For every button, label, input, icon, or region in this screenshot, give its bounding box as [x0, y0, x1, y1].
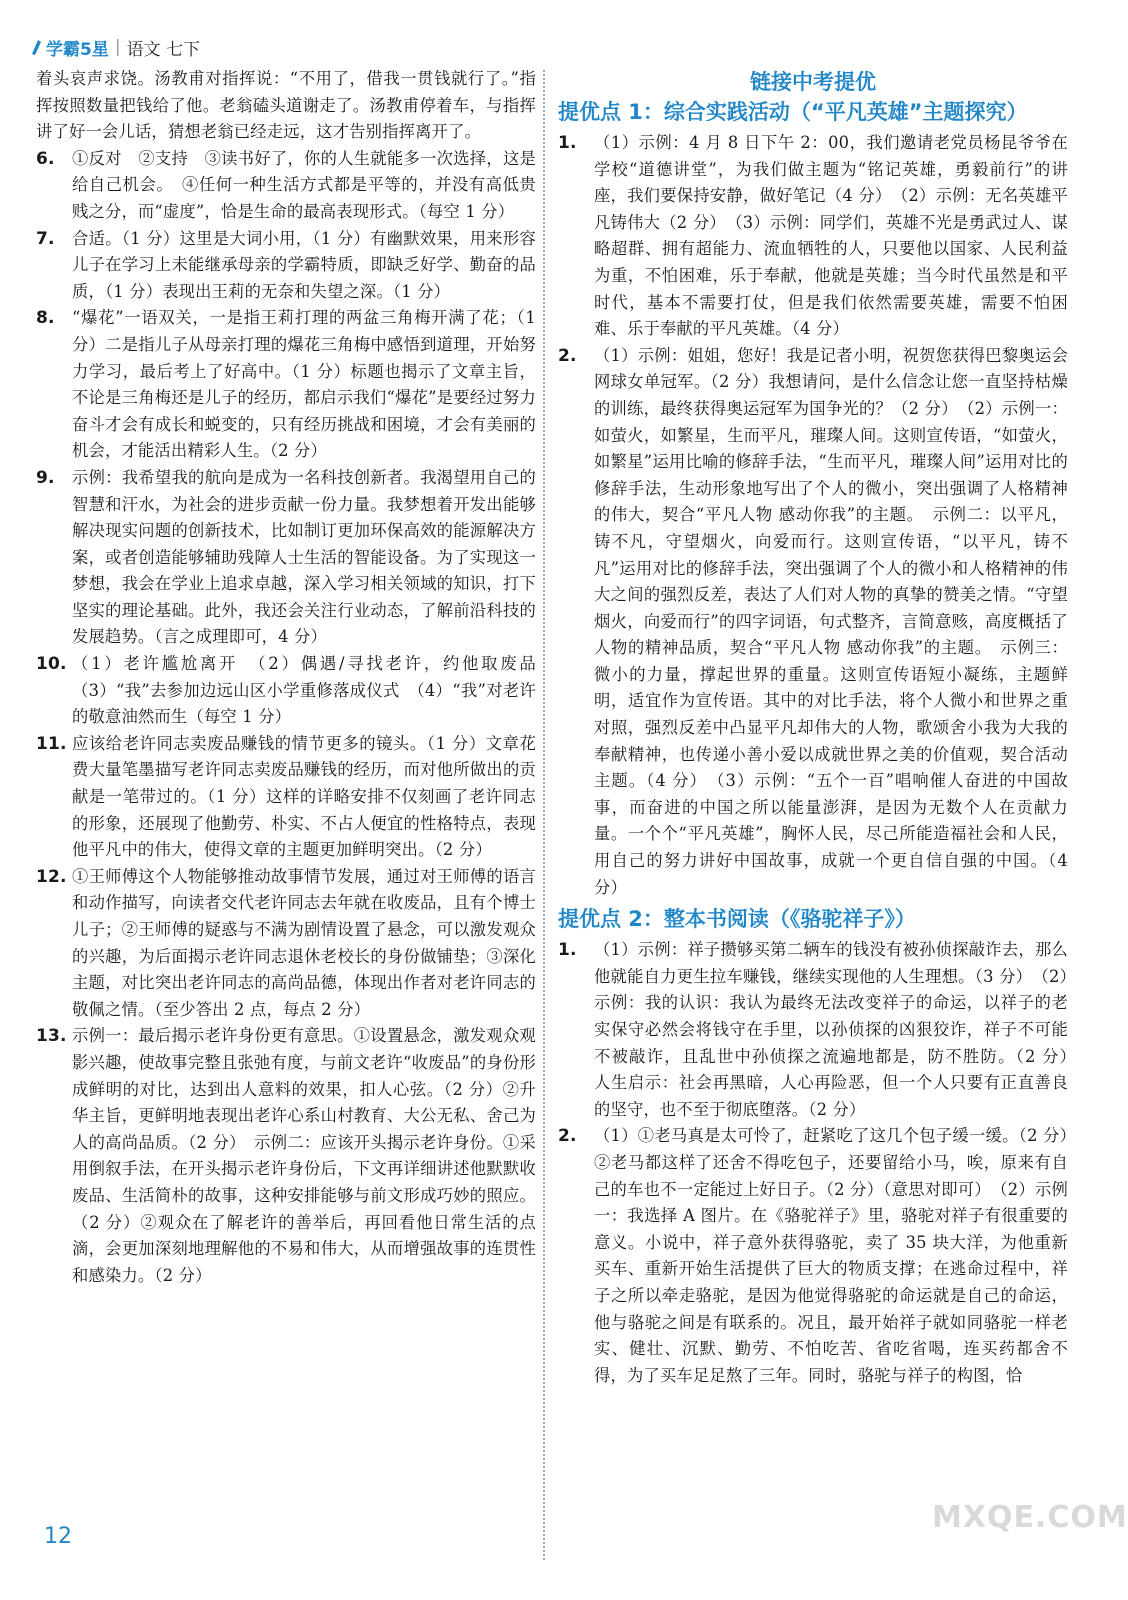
answer-text: （1）示例：姐姐，您好！我是记者小明，祝贺您获得巴黎奥运会网球女单冠军。（2 分）我想请问，是什么信念让您一直坚持枯燥的训练，最终获得奥运冠军为国争光的？（2 分） （2）示例一：如萤火，如繁星，生而平凡，璀璨人间。这则宣传语，“如萤火，如繁星”运用比喻的修辞手法，“生而平凡，璀璨人间”运用对比的修辞手法，生动形象地写出了个人的微小，突出强调了人格精神的伟大，契合“平凡人物 感动你我”的主题。 示例二：以平凡，铸不凡，守望烟火，向爱而行。这则宣传语，“以平凡，铸不凡”运用对比的修辞手法，突出强调了个人的微小和人格精神的伟大之间的强烈反差，表达了人们对人物的真挚的赞美之情。“守望烟火，向爱而行”的四字词语，句式整齐，言简意赅，高度概括了人物的精神品质，契合“平凡人物 感动你我”的主题。 示例三：微小的力量，撑起世界的重量。这则宣传语短小凝练，主题鲜明，适宜作为宣传语。其中的对比手法，将个人微小和世界之重对照，强烈反差中凸显平凡却伟大的人物，歌颂舍小我为大我的奉献精神，也传递小善小爱以成就世界之美的价值观，契合活动主题。（4 分） （3）示例：“五个一百”唱响催人奋进的中国故事，而奋进的中国之所以能量澎湃，是因为无数个人在贡献力量。一个个“平凡英雄”，胸怀人民，尽己所能造福社会和人民，用自己的努力讲好中国故事，成就一个更自信自强的中国。（4 分） — [594, 345, 1068, 897]
answer-text: ①王师傅这个人物能够推动故事情节发展，通过对王师傅的语言和动作描写，向读者交代老许同志去年就在收废品，且有个博士儿子；②王师傅的疑惑与不满为剧情设置了悬念，可以激发观众的兴趣，为后面揭示老许同志退休老校长的身份做铺垫；③深化主题，对比突出老许同志的高尚品德，体现出作者对老许同志的敬佩之情。（至少答出 2 点，每点 2 分） — [72, 866, 536, 1019]
answer-item — [36, 305, 536, 465]
answer-item — [558, 937, 1085, 1123]
answer-number: 6. — [36, 148, 55, 169]
answer-text: （1）示例：祥子攒够买第二辆车的钱没有被孙侦探敲诈去，那么他就能自力更生拉车赚钱，继续实现他的人生理想。（3 分） （2）示例：我的认识：我认为最终无法改变祥子的命运，以祥子的老实保守必然会将钱守在手里，以孙侦探的凶狠狡诈，祥子不可能不被敲诈，且乱世中孙侦探之流遍地都是，防不胜防。（2 分） 人生启示：社会再黑暗，人心再险恶，但一个人只要有正直善良的坚守，也不至于彻底堕落。（2 分） — [594, 940, 1085, 1119]
answer-text: （1）示例：4 月 8 日下午 2：00，我们邀请老党员杨昆爷爷在学校“道德讲堂”，为我们做主题为“铭记英雄，勇毅前行”的讲座，我们要保持安静，做好笔记（4 分） （2）示例：无名英雄平凡铸伟大（2 分） （3）示例：同学们，英雄不光是勇武过人、谋略超群、拥有超能力、流血牺牲的人，只要他以国家、人民利益为重，不怕困难，乐于奉献，他就是英雄；当今时代虽然是和平时代，基本不需要打仗，但是我们依然需要英雄，需要不怕困难、乐于奉献的平凡英雄。（4 分） — [594, 133, 1068, 339]
left-answer-list — [36, 146, 553, 1290]
answer-number: 11. — [36, 733, 67, 754]
point2-answer-list — [558, 937, 1085, 1389]
answer-item — [36, 226, 536, 306]
answer-number: 2. — [558, 345, 577, 366]
page-number: 12 — [44, 1524, 72, 1549]
answer-text: ①反对 ②支持 ③读书好了，你的人生就能多一次选择，这是给自己机会。 ④任何一种生活方式都是平等的，并没有高低贵贱之分，而“虚度”，恰是生命的最高表现形式。（每空 1 分） — [72, 148, 536, 221]
answer-item — [36, 1023, 536, 1289]
answer-text: （1）老许尴尬离开 （2）偶遇/寻找老许，约他取废品 （3）“我”去参加边远山区小学重修落成仪式 （4）“我”对老许的敬意油然而生（每空 1 分） — [72, 654, 553, 727]
answer-text: 应该给老许同志卖废品赚钱的情节更多的镜头。（1 分）文章花费大量笔墨描写老许同志卖废品赚钱的经历，而对他所做出的贡献是一笔带过的。（1 分）这样的详略安排不仅刻画了老许同志的形象，还展现了他勤劳、朴实、不占人便宜的性格特点，表现他平凡中的伟大，使得文章的主题更加鲜明突出。（2 分） — [72, 733, 536, 860]
answer-text: “爆花”一语双关，一是指王莉打理的两盆三角梅开满了花；（1 分）二是指儿子从母亲打理的爆花三角梅中感悟到道理，开始努力学习，最后考上了好高中。（1 分）标题也揭示了文章主旨，不论是三角梅还是儿子的经历，都启示我们“爆花”是要经过努力奋斗才会有成长和蜕变的，只有经历挑战和困境，才会有美丽的机会，才能活出精彩人生。（2 分） — [72, 308, 536, 461]
answer-number: 1. — [558, 940, 577, 961]
answer-item — [36, 465, 536, 651]
column-divider — [543, 70, 545, 1560]
answer-item — [36, 146, 536, 226]
page-header — [30, 32, 200, 62]
intro-paragraph: 着头哀声求饶。汤教甫对指挥说：“不用了，借我一贯钱就行了。”指挥按照数量把钱给了他。老翁磕头道谢走了。汤教甫停着车，与指挥讲了好一会儿话，猜想老翁已经走远，这才告别指挥离开了。 — [36, 69, 536, 142]
left-column — [36, 66, 553, 1289]
answer-number: 8. — [36, 308, 55, 329]
answer-number: 2. — [558, 1126, 577, 1147]
answer-number: 10. — [36, 654, 67, 675]
point1-title: 提优点 1：综合实践活动（“平凡英雄”主题探究） — [558, 100, 1028, 124]
answer-item — [36, 864, 536, 1024]
answer-item — [36, 651, 553, 731]
answer-item — [36, 731, 536, 864]
header-separator: | — [114, 37, 121, 57]
watermark-logo: MXQE.COM — [932, 1500, 1128, 1535]
answer-text: 示例：我希望我的航向是成为一名科技创新者。我渴望用自己的智慧和汗水，为社会的进步贡献一份力量。我梦想着开发出能够解决现实问题的创新技术，比如制订更加环保高效的能源解决方案，或者创造能够辅助残障人士生活的智能设备。为了实现这一梦想，我会在学业上追求卓越，深入学习相关领域的知识，打下坚实的理论基础。此外，我还会关注行业动态，了解前沿科技的发展趋势。（言之成理即可，4 分） — [72, 467, 536, 647]
point2-title: 提优点 2：整本书阅读（《骆驼祥子》） — [558, 907, 916, 932]
pen-logo-icon — [30, 38, 42, 56]
brand-name: 学霸5星 — [46, 39, 109, 60]
answer-number: 9. — [36, 467, 55, 488]
answer-number: 1. — [558, 133, 577, 153]
answer-number: 12. — [36, 866, 67, 887]
answer-text: （1）①老马真是太可怜了，赶紧吃了这几个包子缓一缓。（2 分） ②老马都这样了还舍不得吃包子，还要留给小马，唉，原来有自己的车也不一定能过上好日子。（2 分）（意思对即可） （2）示例一：我选择 A 图片。在《骆驼祥子》里，骆驼对祥子有很重要的意义。小说中，祥子意外获得骆驼，卖了 35 块大洋，为他重新买车、重新开始生活提供了巨大的物质支撑；在逃命过程中，祥子之所以牵走骆驼，是因为他觉得骆驼的命运就是自己的命运，他与骆驼之间是有联系的。况且，最开始祥子就如同骆驼一样老实、健壮、沉默、勤劳、不怕吃苦、省吃省喝，连买药都舍不得，为了买车足足熬了三年。同时，骆驼与祥子的构图，恰 — [594, 1126, 1085, 1385]
answer-text: 示例一：最后揭示老许身份更有意思。①设置悬念，激发观众观影兴趣，使故事完整且张弛有度，与前文老许“收废品”的身份形成鲜明的对比，达到出人意料的效果，扣人心弦。（2 分）②升华主旨，更鲜明地表现出老许心系山村教育、大公无私、舍己为人的高尚品质。（2 分） 示例二：应该开头揭示老许身份。①采用倒叙手法，在开头揭示老许身份后，下文再详细讲述他默默收废品、生活简朴的故事，这种安排能够与前文形成巧妙的照应。（2 分）②观众在了解老许的善举后，再回看他日常生活的点滴，会更加深刻地理解他的不易和伟大，从而增强故事的连贯性和感染力。（2 分） — [72, 1026, 536, 1285]
subject-label: 语文 七下 — [126, 39, 200, 60]
point1-answer-list — [558, 130, 1068, 901]
answer-number: 13. — [36, 1026, 67, 1047]
answer-item — [558, 1123, 1085, 1389]
right-column — [558, 66, 1085, 1389]
answer-item — [558, 343, 1068, 901]
answer-item — [558, 130, 1068, 343]
section-title: 链接中考提优 — [750, 70, 876, 94]
answer-text: 合适。（1 分）这里是大词小用，（1 分）有幽默效果，用来形容儿子在学习上未能继承母亲的学霸特质，即缺乏好学、勤奋的品质，（1 分）表现出王莉的无奈和失望之深。（1 分） — [72, 228, 536, 301]
answer-number: 7. — [36, 228, 55, 249]
